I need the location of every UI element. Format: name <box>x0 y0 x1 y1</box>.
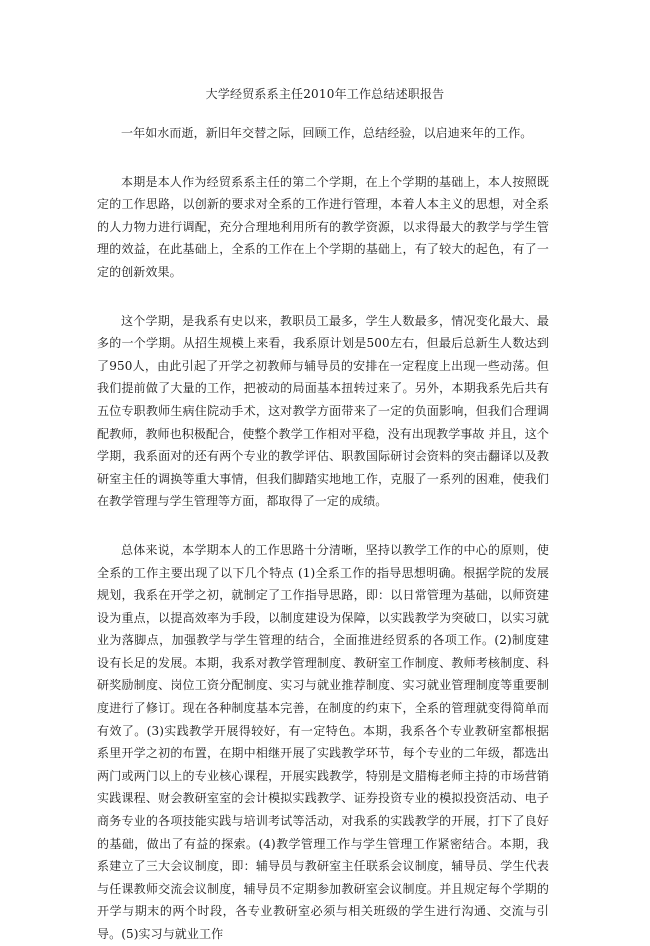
paragraph-summary: 总体来说，本学期本人的工作思路十分清晰，坚持以教学工作的中心的原则，使全系的工作主要出现了以下几个特点 (1)全系工作的指导思想明确。根据学院的发展规划，我系在开学之初，就制定了工作指导思路，即：以日常管理为基础，以师资建设为重点，以提高效率为手段，以制度建设为保障，以实践教学为突破口，以实习就业为落脚点，加强教学与学生管理的结合，全面推进经贸系的各项工作。(2)制度建设有长足的发展。本期，我系对教学管理制度、教研室工作制度、教师考核制度、科研奖励制度、岗位工资分配制度、实习与就业推荐制度、实习就业管理制度等重要制度进行了修订。现在各种制度基本完善，在制度的约束下，全系的管理就变得简单而有效了。(3)实践教学开展得较好，有一定特色。本期，我系各个专业教研室都根据系里开学之初的布置，在期中相继开展了实践教学环节，每个专业的二年级，都选出两门或两门以上的专业核心课程，开展实践教学，特别是文腊梅老师主持的市场营销实践课程、财会教研室室的会计模拟实践教学、证券投资专业的模拟投资活动、电子商务专业的各项技能实践与培训考试等活动，对我系的实践教学的开展，打下了良好的基础，做出了有益的探索。(4)教学管理工作与学生管理工作紧密结合。本期，我系建立了三大会议制度，即：辅导员与教研室主任联系会议制度，辅导员、学生代表与任课教师交流会议制度，辅导员不定期参加教研室会议制度。并且规定每个学期的开学与期末的两个时段，各专业教研室必须与相关班级的学生进行沟通、交流与引导。(5)实习与就业工作 <box>97 542 549 941</box>
document-title: 大学经贸系系主任2010年工作总结述职报告 <box>205 87 445 101</box>
document-body <box>97 122 549 946</box>
paragraph-overview: 本期是本人作为经贸系系主任的第二个学期，在上个学期的基础上，本人按照既定的工作思路，以创新的要求对全系的工作进行管理，本着人本主义的思想，对全系的人力物力进行调配，充分合理地利用所有的教学资源，以求得最大的教学与学生管理的效益，在此基础上，全系的工作在上个学期的基础上，有了较大的起色，有了一定的创新效果。 <box>97 174 549 279</box>
paragraph-semester: 这个学期，是我系有史以来，教职员工最多，学生人数最多，情况变化最大、最多的一个学期。从招生规模上来看，我系原计划是500左右，但最后总新生人数达到了950人，由此引起了开学之初教师与辅导员的安排在一定程度上出现一些动荡。但我们提前做了大量的工作，把被动的局面基本扭转过来了。另外，本期我系先后共有五位专职教师生病住院动手术，这对教学方面带来了一定的负面影响，但我们合理调配教师，教师也积极配合，使整个教学工作相对平稳，没有出现教学事故 并且，这个学期，我系面对的还有两个专业的教学评估、职教国际研讨会资料的突击翻译以及教研室主任的调换等重大事情，但我们脚踏实地地工作，克服了一系列的困难，使我们在教学管理与学生管理等方面，都取得了一定的成绩。 <box>97 313 549 509</box>
paragraph-intro: 一年如水而逝，新旧年交替之际，回顾工作，总结经验，以启迪来年的工作。 <box>121 126 533 140</box>
